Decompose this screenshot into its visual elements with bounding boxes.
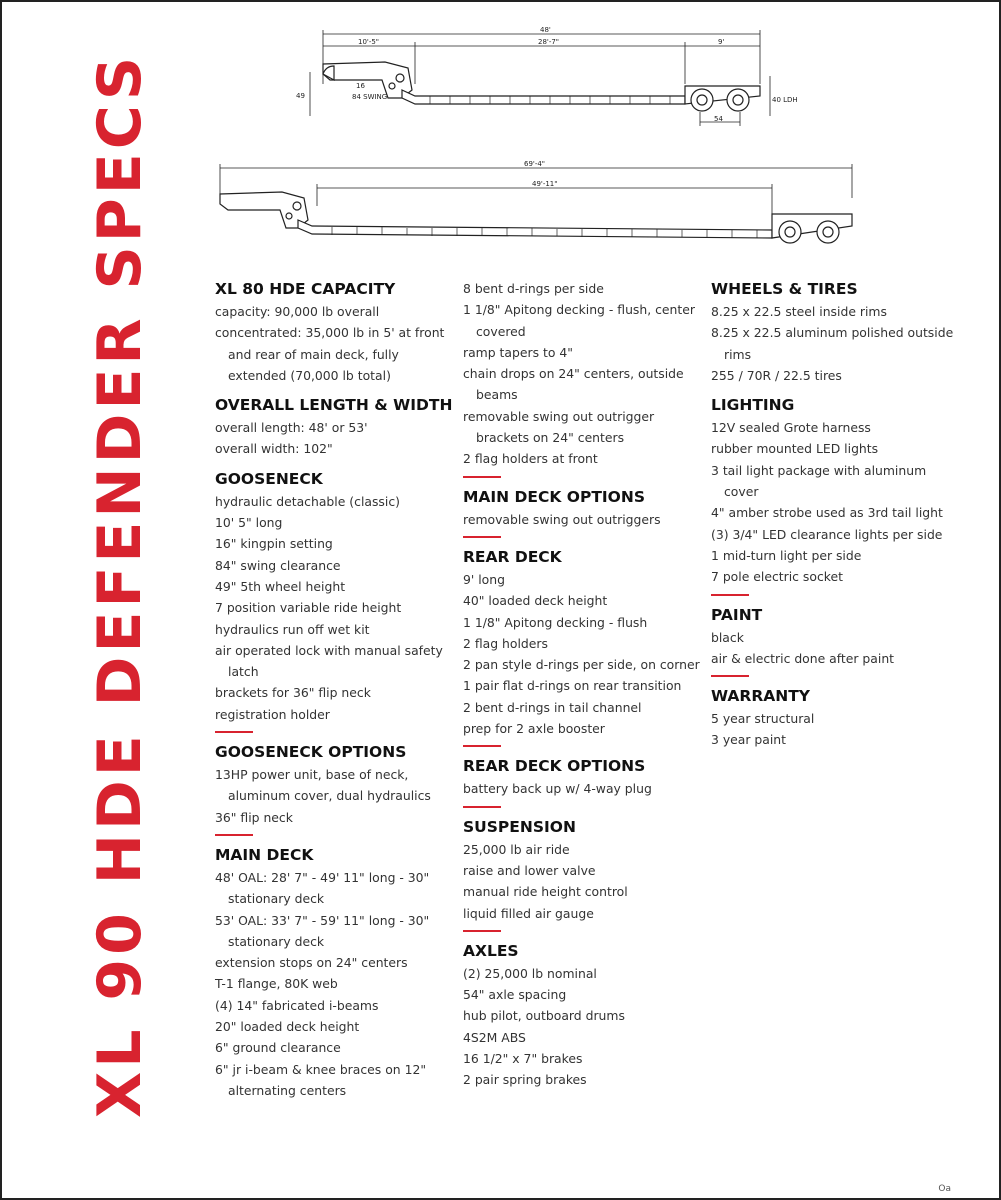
trailer-drawing-extended [212,158,872,248]
spec-item: 1 pair flat d-rings on rear transition [463,678,682,694]
spec-item: 7 position variable ride height [215,600,402,616]
dim-kingpin: 16 [356,82,365,90]
spec-item: extension stops on 24" centers [215,955,408,971]
red-divider [463,476,501,478]
spec-item: 13HP power unit, base of neck, aluminum cover, dual hydraulics [215,767,431,804]
section-title: REAR DECK [463,547,562,566]
vertical-title: XL 90 HDE DEFENDER SPECS [85,52,155,1118]
dim-overall-extended: 69'-4" [524,160,546,168]
section-main-deck-cont [463,278,703,478]
spec-item: 16" kingpin setting [215,536,333,552]
spec-item: 84" swing clearance [215,557,341,573]
spec-item: 12V sealed Grote harness [711,420,871,436]
spec-column-3 [711,278,961,759]
spec-item: chain drops on 24" centers, outside beams [463,366,684,403]
spec-item: 3 year paint [711,732,787,748]
dim-ldh: 40 LDH [772,96,798,104]
dim-gooseneck: 10'-5" [358,38,380,46]
section-title: WARRANTY [711,687,811,706]
spec-item: 1 1/8" Apitong decking - flush [463,614,648,630]
spec-item: 1 1/8" Apitong decking - flush, center covered [463,302,695,339]
red-divider [711,594,749,596]
dim-main-deck: 28'-7" [538,38,560,46]
spec-item: 16 1/2" x 7" brakes [463,1051,583,1067]
spec-item: 20" loaded deck height [215,1019,360,1035]
spec-item: 9' long [463,571,505,587]
spec-item: hydraulics run off wet kit [215,621,370,637]
red-divider [463,930,501,932]
red-divider [215,731,253,733]
spec-item: ramp tapers to 4" [463,344,573,360]
red-divider [711,675,749,677]
section-gooseneck-options [215,741,455,836]
spec-item: brackets for 36" flip neck [215,685,371,701]
spec-item: 40" loaded deck height [463,593,608,609]
section-rear-deck-options [463,755,703,807]
spec-item: prep for 2 axle booster [463,721,605,737]
spec-item: 10' 5" long [215,515,283,531]
section-main-deck [215,844,455,1101]
section-length-width [215,394,455,460]
spec-item: overall width: 102" [215,441,333,457]
spec-item: 53' OAL: 33' 7" - 59' 11" long - 30" stationary deck [215,912,430,949]
section-title: GOOSENECK [215,469,323,488]
corner-mark: Oa [938,1184,951,1194]
spec-item: overall length: 48' or 53' [215,420,368,436]
spec-item: 36" flip neck [215,809,293,825]
section-title: SUSPENSION [463,817,576,836]
spec-item: 6" ground clearance [215,1040,341,1056]
spec-item: battery back up w/ 4-way plug [463,781,652,797]
spec-item: liquid filled air gauge [463,905,594,921]
spec-item: 7 pole electric socket [711,569,843,585]
trailer-drawing-retracted [290,24,810,134]
spec-item: 8 bent d-rings per side [463,281,604,296]
dim-deck-extended: 49'-11" [532,180,558,188]
spec-item: 4S2M ABS [463,1029,526,1045]
spec-item: rubber mounted LED lights [711,441,879,457]
section-title: MAIN DECK OPTIONS [463,487,645,506]
section-gooseneck [215,468,455,733]
section-rear-deck [463,546,703,747]
dim-height: 49 [296,92,305,100]
spec-item: 3 tail light package with aluminum cover [711,462,927,500]
section-title: LIGHTING [711,396,795,415]
section-axles [463,940,703,1091]
section-wheels-tires [711,278,961,386]
section-title: PAINT [711,605,763,624]
spec-item: 2 pair spring brakes [463,1072,587,1088]
spec-item: T-1 flange, 80K web [215,976,338,992]
section-title: GOOSENECK OPTIONS [215,743,407,762]
spec-item: 5 year structural [711,711,815,727]
dim-axle-spacing: 54 [714,115,723,123]
spec-item: hydraulic detachable (classic) [215,493,400,509]
spec-item: black [711,629,744,645]
red-divider [215,834,253,836]
section-paint [711,604,961,678]
spec-item: 49" 5th wheel height [215,578,346,594]
spec-item: hub pilot, outboard drums [463,1008,625,1024]
spec-item: (4) 14" fabricated i-beams [215,997,379,1013]
red-divider [463,536,501,538]
spec-column-1 [215,278,455,1109]
spec-item: 25,000 lb air ride [463,841,570,857]
spec-item: 1 mid-turn light per side [711,547,862,563]
spec-item: 2 flag holders at front [463,451,598,467]
section-title: XL 80 HDE CAPACITY [215,280,396,298]
section-suspension [463,816,703,932]
spec-item: 54" axle spacing [463,987,567,1003]
section-title: OVERALL LENGTH & WIDTH [215,396,453,415]
section-title: WHEELS & TIRES [711,280,858,298]
section-warranty [711,685,961,751]
spec-item: removable swing out outriggers [463,511,661,527]
spec-item: raise and lower valve [463,862,596,878]
spec-item: 6" jr i-beam & knee braces on 12" alternating centers [215,1061,427,1098]
dim-rear-deck: 9' [718,38,725,46]
red-divider [463,806,501,808]
section-main-deck-options [463,486,703,538]
section-title: REAR DECK OPTIONS [463,757,646,776]
spec-item: air & electric done after paint [711,650,895,666]
spec-item: capacity: 90,000 lb overall [215,304,380,319]
dim-swing: 84 SWING [352,93,388,101]
spec-item: removable swing out outrigger brackets on 24" centers [463,408,655,446]
spec-item: registration holder [215,706,330,722]
spec-item: (3) 3/4" LED clearance lights per side [711,526,943,542]
spec-item: 48' OAL: 28' 7" - 49' 11" long - 30" stationary deck [215,869,430,907]
spec-item: 8.25 x 22.5 steel inside rims [711,304,887,319]
spec-item: air operated lock with manual safety latch [215,642,443,680]
spec-item: 8.25 x 22.5 aluminum polished outside rims [711,325,954,362]
spec-item: 4" amber strobe used as 3rd tail light [711,505,943,521]
spec-item: 255 / 70R / 22.5 tires [711,367,842,383]
section-lighting [711,394,961,595]
section-capacity [215,278,455,386]
spec-item: 2 flag holders [463,635,548,651]
spec-item: (2) 25,000 lb nominal [463,965,597,981]
spec-item: 2 pan style d-rings per side, on corner [463,657,700,673]
red-divider [463,745,501,747]
spec-item: manual ride height control [463,884,628,900]
dim-overall-top: 48' [540,26,551,34]
section-title: MAIN DECK [215,845,314,864]
section-title: AXLES [463,941,519,960]
spec-item: 2 bent d-rings in tail channel [463,699,642,715]
spec-item: concentrated: 35,000 lb in 5' at front and rear of main deck, fully extended (70,000 lb total) [215,325,445,383]
spec-column-2 [463,278,703,1099]
